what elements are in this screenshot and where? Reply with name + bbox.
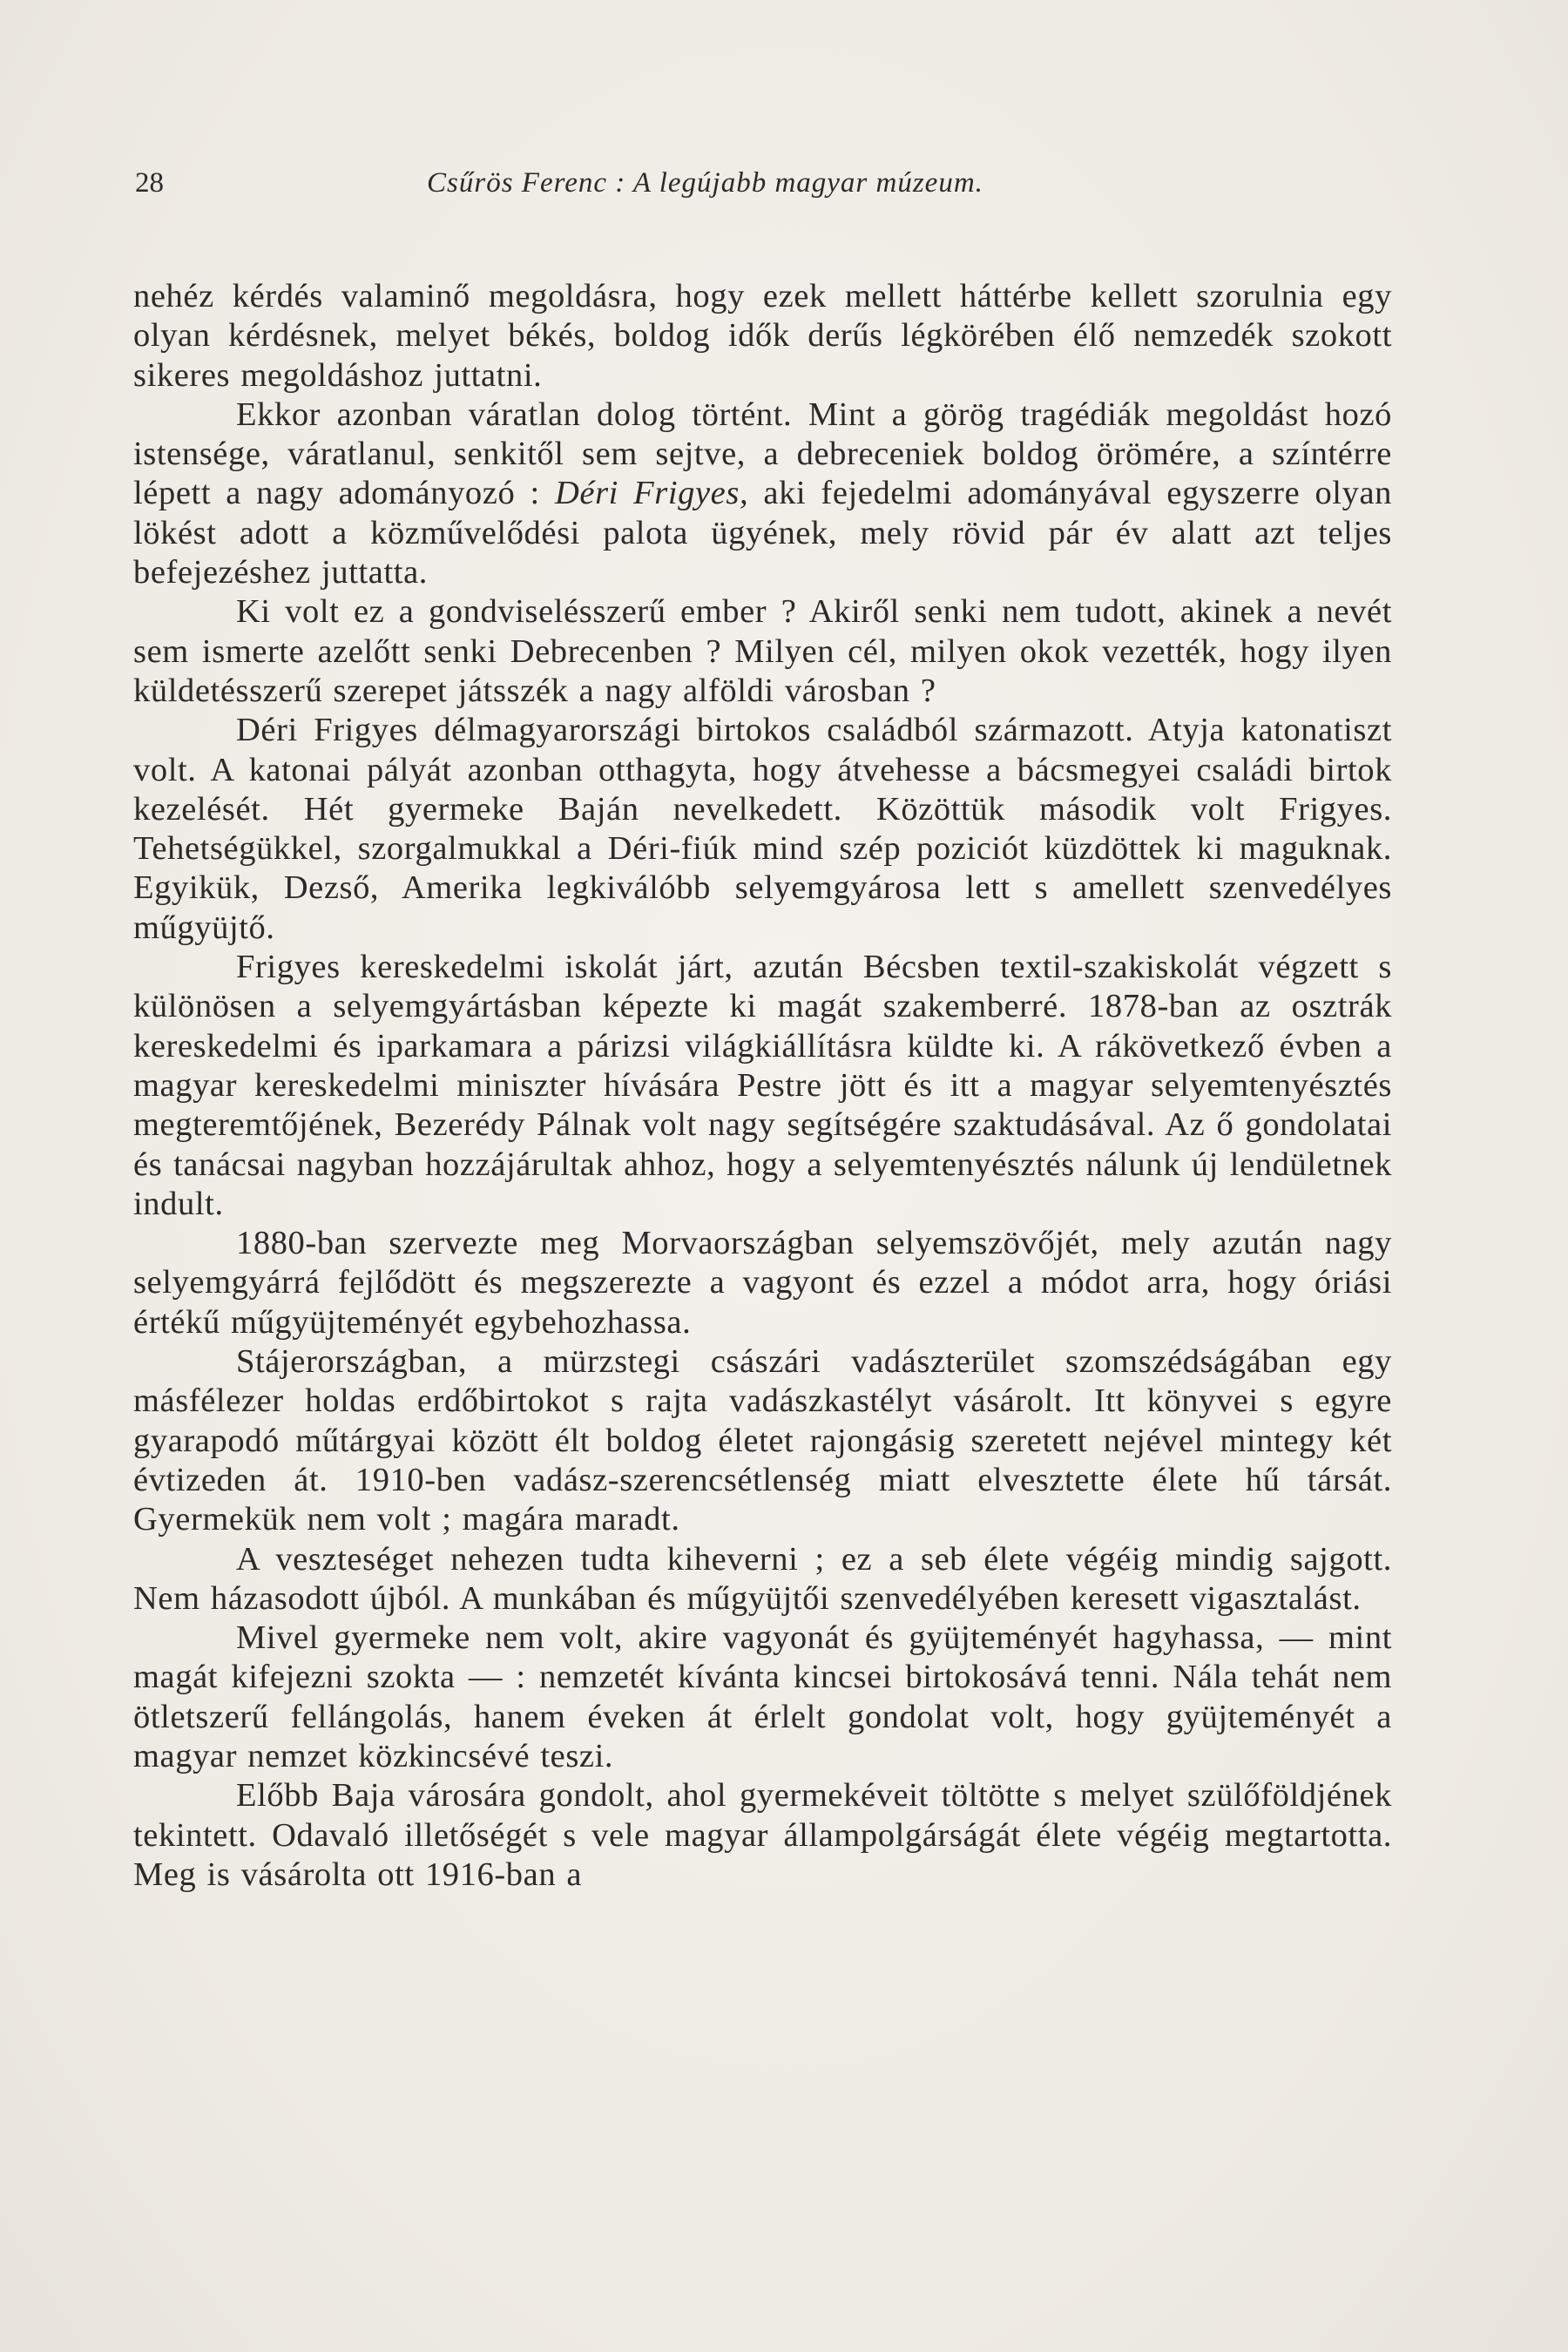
italic-name: Déri Frigyes, <box>554 475 749 512</box>
paragraph-family: Déri Frigyes délmagyarországi birtokos családból származott. Atyja katonatiszt volt. A katonai pályát azonban otthagyta, hogy átvehesse a bácsmegyei családi birtok kezelését. Hét gyermeke Baján nevelkedett. Közöttük második volt Frigyes. Tehetségükkel, szorgalmukkal a Déri-fiúk mind szép poziciót küzdöttek ki maguknak. Egyikük, Dezső, Amerika legkiválóbb selyemgyárosa lett s amellett szenvedélyes műgyüjtő. <box>133 712 1392 946</box>
paragraph-questions: Ki volt ez a gondviselésszerű ember ? Akiről senki nem tudott, akinek a nevét sem ismerte azelőtt senki Debrecenben ? Milyen cél, milyen okok vezették, hogy ilyen küldetésszerű szerepet játsszék a nagy alföldi városban ? <box>133 593 1392 709</box>
running-head: Csűrös Ferenc : A legújabb magyar múzeum. <box>427 167 983 199</box>
paragraph-continuation: nehéz kérdés valaminő megoldásra, hogy ezek mellett háttérbe kellett szorulnia egy olyan kérdésnek, melyet békés, boldog idők derűs légkörében élő nemzedék szokott sikeres megoldáshoz juttatni. <box>133 278 1392 394</box>
paragraph-career: Frigyes kereskedelmi iskolát járt, azután Bécsben textil-szakiskolát végzett s különösen a selyemgyártásban képezte ki magát szakemberré. 1878-ban az osztrák kereskedelmi és iparkamara a párizsi világkiállításra küldte ki. A rákövetkező évben a magyar kereskedelmi miniszter hívására Pestre jött és itt a magyar selyemtenyésztés megteremtőjének, Bezerédy Pálnak volt nagy segítségére szaktudásával. Az ő gondolatai és tanácsai nagyban hozzájárultak ahhoz, hogy a selyemtenyésztés nálunk új lendületnek indult. <box>133 949 1392 1222</box>
paragraph-loss: A veszteséget nehezen tudta kiheverni ; ez a seb élete végéig mindig sajgott. Nem házasodott újból. A munkában és műgyüjtői szenvedélyében keresett vigasztalást. <box>133 1540 1392 1617</box>
page-number: 28 <box>135 167 164 199</box>
paragraph-styria: Stájerországban, a mürzstegi császári vadászterület szomszédságában egy másfélezer holdas erdőbirtokot s rajta vadászkastélyt vásárolt. Itt könyvei s egyre gyarapodó műtárgyai között élt boldog életet rajongásig szeretett nejével mintegy két évtizeden át. 1910-ben vadász-szerencsétlenség miatt elvesztette élete hű társát. Gyermekük nem volt ; magára maradt. <box>133 1343 1392 1538</box>
body-text <box>133 277 1392 1895</box>
paragraph-baja: Előbb Baja városára gondolt, ahol gyermekéveit töltötte s melyet szülőföldjének tekintett. Odavaló illetőségét s vele magyar állampolgárságát élete végéig megtartotta. Meg is vásárolta ott 1916-ban a <box>133 1777 1392 1893</box>
paragraph-silk-factory: 1880-ban szervezte meg Morvaországban selyemszövőjét, mely azután nagy selyemgyárrá fejlődött és megszerezte a vagyont és ezzel a módot arra, hogy óriási értékű műgyüjteményét egybehozhassa. <box>133 1225 1392 1341</box>
paragraph-legacy: Mivel gyermeke nem volt, akire vagyonát és gyüjteményét hagyhassa, — mint magát kifejezni szokta — : nemzetét kívánta kincsei birtokosává tenni. Nála tehát nem ötletszerű fellángolás, hanem éveken át érlelt gondolat volt, hogy gyüjteményét a magyar nemzet közkincsévé teszi. <box>133 1619 1392 1774</box>
paragraph-deri-arrival <box>133 395 1392 592</box>
page-header <box>135 167 1398 211</box>
paragraph-text: Ekkor azonban váratlan dolog történt. Mint a görög tragédiák megoldást hozó istensége, váratlanul, senkitől sem sejtve, a debreceniek boldog örömére, a színtérre lépett a nagy adományozó : <box>133 395 1392 512</box>
paragraph-text: aki fejedelmi adományával egyszerre olyan lökést adott a közművelődési palota ügyének, mely rövid pár év alatt azt teljes befejezéshez juttatta. <box>133 475 1392 591</box>
